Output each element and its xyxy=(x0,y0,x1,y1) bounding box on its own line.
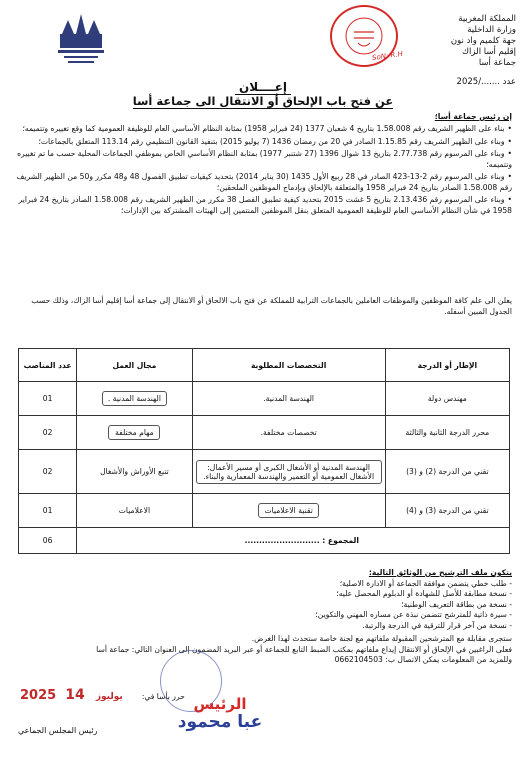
preamble-list xyxy=(14,124,512,216)
header-province: إقليم أسا الزاك xyxy=(462,47,516,57)
commune-logo xyxy=(38,6,124,66)
total-count: 06 xyxy=(19,528,77,554)
cell-specialty: تقنية الاعلاميات xyxy=(192,494,385,528)
preamble-item: • وبناء على المرسوم رقم 2.77.738 بتاريخ 13 شوال 1396 (27 شتنبر 1977) بمثابة النظام الأساسي الخاص بموظفي الجماعات المحلية حسب ما تم تغييره وتتميمه؛ xyxy=(14,149,512,170)
header-admin-block xyxy=(451,14,516,88)
page-title: إعــــلان xyxy=(0,80,526,94)
document-item: - طلب خطي يتضمن موافقة الجماعة أو الادارة الاصلية؛ xyxy=(339,578,512,588)
cell-grade: تقني من الدرجة (2) و (3) xyxy=(385,450,509,494)
preamble-item: • بناء على الظهير الشريف رقم 1.58.008 بتاريخ 4 شعبان 1377 (24 فبراير 1958) بمثابة النظام الأساسي العام للوظيفة العمومية كما وقع تغييره وتتميمه؛ xyxy=(14,124,512,135)
documents-title: يتكون ملف الترشيح من الوثائق التالية: xyxy=(368,568,512,577)
document-item: - نسخة من آخر قرار للترقية في الدرجة والرتبة. xyxy=(362,620,512,630)
cell-field: تتبع الأوراش والأشغال xyxy=(77,450,192,494)
total-label: المجموع : .......................... xyxy=(77,528,510,554)
col-header-count: عدد المناصب xyxy=(19,349,77,382)
col-header-field: مجال العمل xyxy=(77,349,192,382)
table-row xyxy=(19,494,510,528)
header-ministry: وزارة الداخلية xyxy=(467,25,516,35)
president-name: عبا محمود xyxy=(177,712,263,732)
header-kingdom: المملكة المغربية xyxy=(458,14,516,24)
cell-grade: تقني من الدرجة (3) و (4) xyxy=(385,494,509,528)
cell-count: 01 xyxy=(19,382,77,416)
positions-table xyxy=(18,348,510,554)
documents-section xyxy=(14,568,512,666)
closing-interview: ستجرى مقابلة مع المترشحين المقبولة ملفاتهم مع لجنة خاصة ستحدث لهذا الغرض. xyxy=(251,634,512,643)
table-total-row xyxy=(19,528,510,554)
header-commune: جماعة أسا xyxy=(478,58,516,68)
addressee: إن رئيس جماعة أسا؛ xyxy=(434,112,512,121)
cell-count: 02 xyxy=(19,416,77,450)
table-row xyxy=(19,416,510,450)
col-header-specialty: التخصصات المطلوبة xyxy=(192,349,385,382)
document-item: - نسخة مطابقة للأصل للشهادة أو الدبلوم المحصل عليه؛ xyxy=(336,589,512,598)
cell-specialty: تخصصات مختلفة. xyxy=(192,416,385,450)
announcement-text: يعلن الى علم كافة الموظفين والموظفات العاملين بالجماعات الترابية للمملكة عن فتح باب الالحاق أو الانتقال إلى جماعة أسا إقليم أسا الزاك، وذلك حسب الجدول المبين أسفله. xyxy=(31,296,512,316)
document-item: - سيرة ذاتية للمترشح تتضمن نبذة عن مساره المهني والتكوين؛ xyxy=(315,610,512,619)
table-row xyxy=(19,382,510,416)
cell-grade: محرر الدرجة الثانية والثالثة xyxy=(385,416,509,450)
preamble-item: • وبناء على المرسوم رقم 2-13-423 الصادر في 28 ربيع الأول 1435 (30 يناير 2014) بتحديد كيفيات تطبيق الفصول 48 و48 مكرر و50 من الظهير الشريف رقم 1.58.008 الصادر بتاريخ 24 فبراير 1958 والمتعلقة بالإلحاق وبإدماج الموظفين الملحقين؛ xyxy=(14,172,512,193)
logo-emblem-icon xyxy=(38,6,124,66)
document-item: - نسخة من بطاقة التعريف الوطنية؛ xyxy=(401,599,512,609)
signature-note: SoN: R.H xyxy=(371,49,404,63)
date-stamp: 2025 يوليوز 14 حرر بأسا في: xyxy=(20,687,185,703)
council-president-label: رئيس المجلس الجماعي xyxy=(18,726,98,735)
closing-deposit: فعلى الراغبين في الإلحاق أو الانتقال إيداع ملفاتهم بمكتب الضبط التابع للجماعة أو عبر البريد المضمون إلى العنوان التالي: جماعة أسا xyxy=(96,644,512,654)
header-number: عدد ......./2025 xyxy=(456,77,516,87)
preamble-item: • وبناء على الظهير الشريف رقم 1.15.85 الصادر في 20 من رمضان 1436 (7 يوليو 2015) بتنفيذ القانون التنظيمي رقم 113.14 المتعلق بالجماعات؛ xyxy=(14,137,512,148)
cell-field: مهام مختلفة xyxy=(77,416,192,450)
table-header-row xyxy=(19,349,510,382)
president-title: الرئيس xyxy=(193,695,247,713)
cell-grade: مهندس دولة xyxy=(385,382,509,416)
page-subtitle: عن فتح باب الإلحاق أو الانتقال الى جماعة أسا xyxy=(132,94,394,108)
header-region: جهة كلميم واد نون xyxy=(450,36,516,46)
cell-field: الاعلاميات xyxy=(77,494,192,528)
cell-count: 01 xyxy=(19,494,77,528)
table-row xyxy=(19,450,510,494)
closing-contact: وللمزيد من المعلومات يمكن الاتصال ب: 0662104503 xyxy=(334,655,512,664)
cell-count: 02 xyxy=(19,450,77,494)
col-header-grade: الإطار أو الدرجة xyxy=(385,349,509,382)
preamble-item: • وبناء على المرسوم رقم 2.13.436 بتاريخ 5 غشت 2015 بتحديد كيفية تطبيق الفصل 38 مكرر من الظهير الشريف رقم 1.58.008 الصادر بتاريخ 24 فبراير 1958 في شأن النظام الأساسي العام للوظيفة العمومية المتعلق بنقل الموظفين المنتمين إلى الهيئات المشتركة بين الإدارات؛ xyxy=(14,195,512,216)
cell-specialty: الهندسة المدنية. xyxy=(192,382,385,416)
cell-field: الهندسة المدنية . xyxy=(77,382,192,416)
cell-specialty: الهندسة المدنية أو الأشغال الكبرى أو مسير الأعمال: الأشغال العمومية أو التعمير والهندسة المعمارية والبناء. xyxy=(192,450,385,494)
